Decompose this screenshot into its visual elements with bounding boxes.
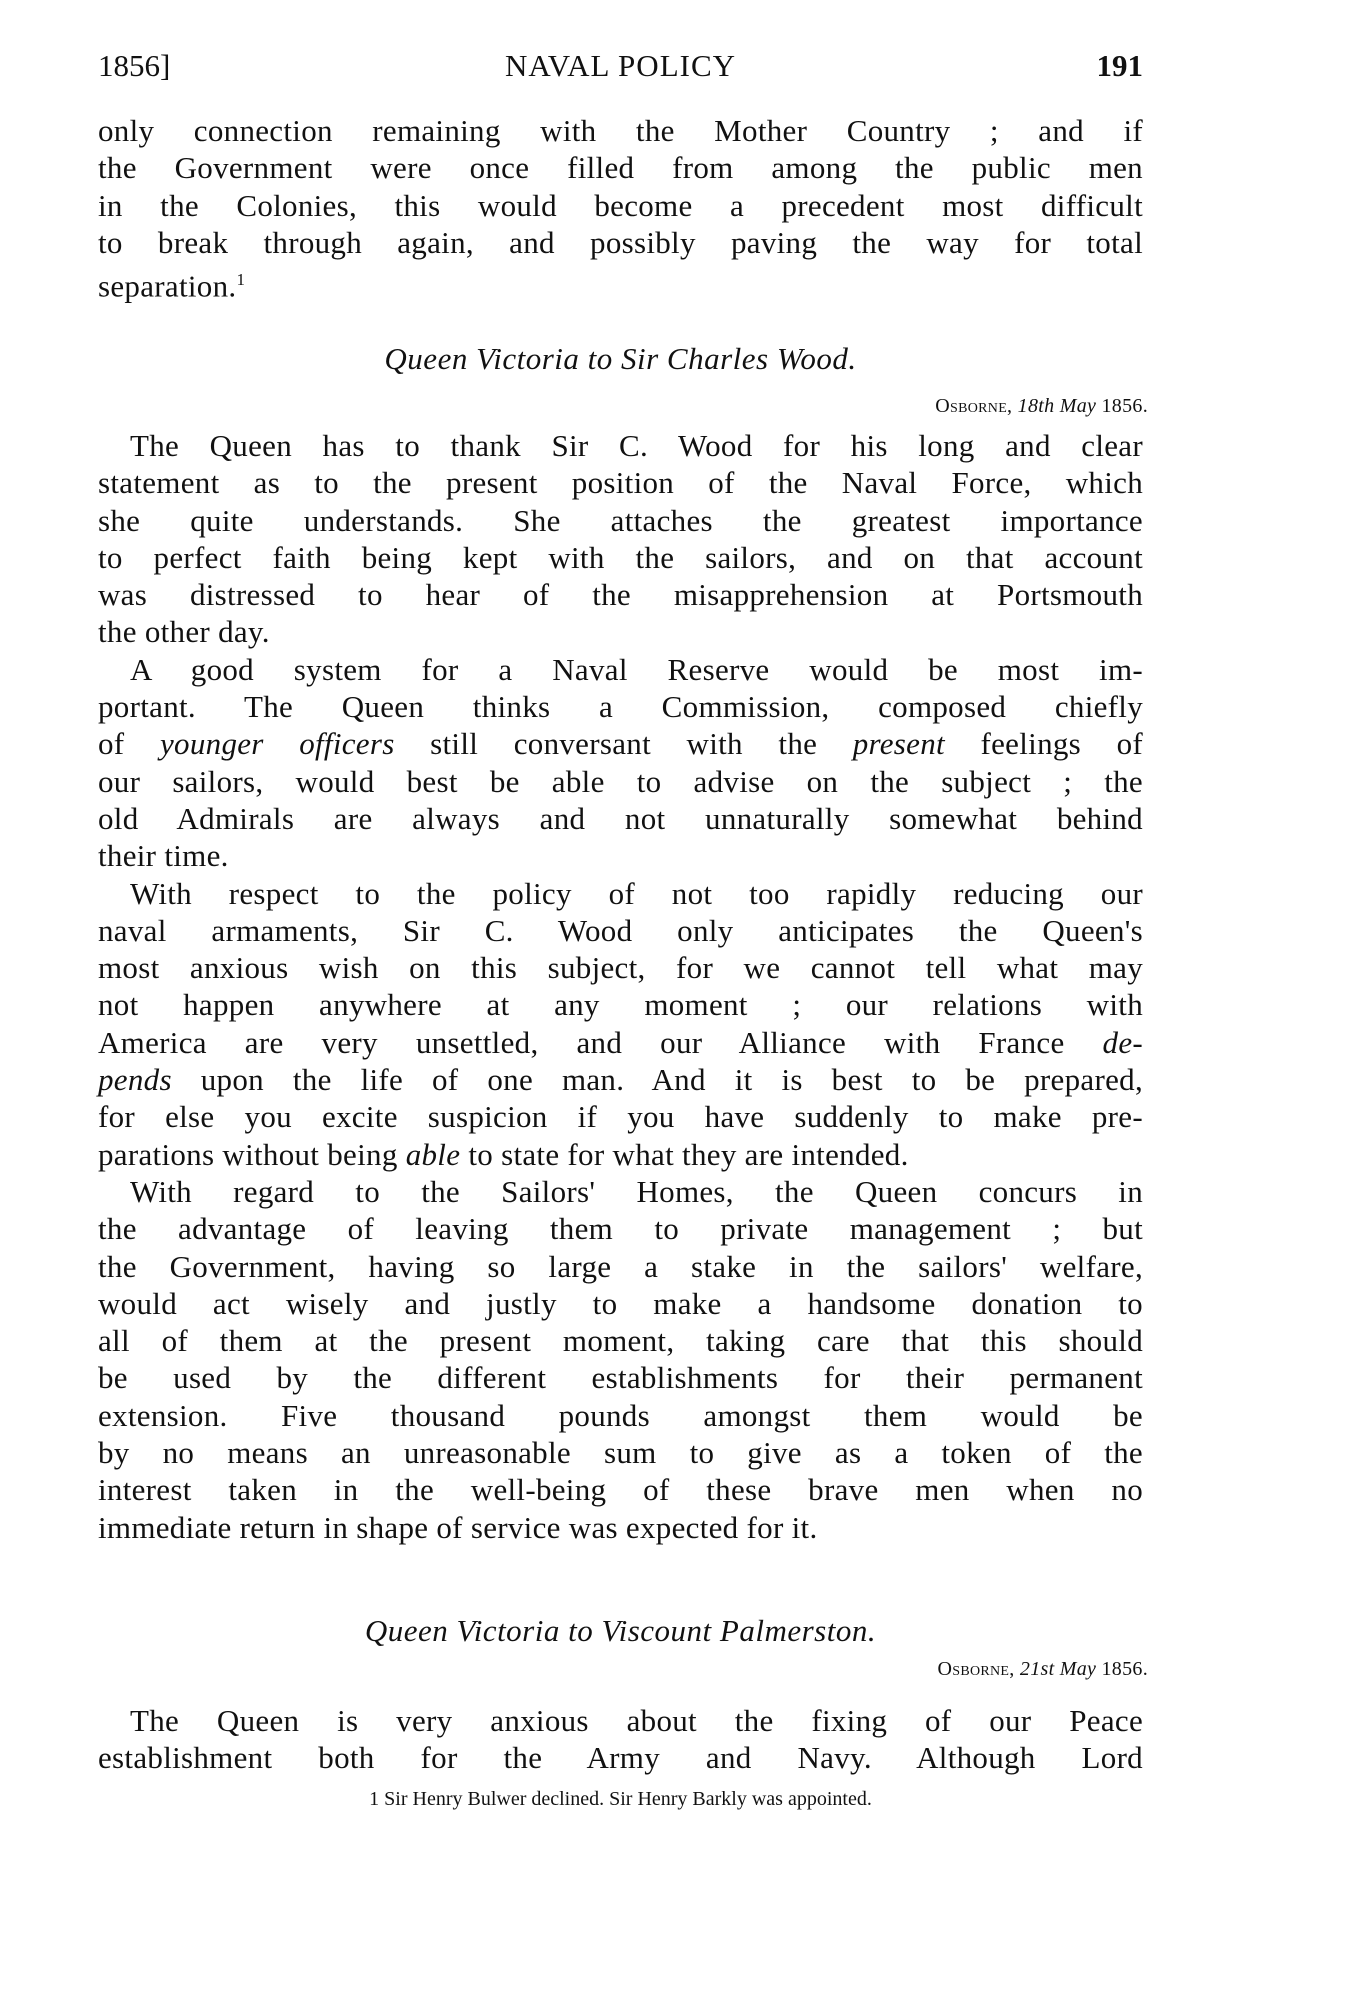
- text-segment: all of them at the present moment, taking care that this should: [98, 1323, 1143, 1359]
- text-line: [98, 651, 1143, 688]
- text-segment: parations without being: [98, 1136, 406, 1172]
- text-segment: would act wisely and justly to make a handsome donation to: [98, 1285, 1143, 1321]
- text-segment: feelings of: [944, 726, 1144, 762]
- text-line: [98, 502, 1143, 539]
- text-line: [98, 1702, 1143, 1739]
- text-line: [98, 261, 1143, 304]
- text-segment: the Government, having so large a stake in the sailors' welfare,: [98, 1248, 1143, 1284]
- text-line: [98, 837, 1143, 874]
- text-segment: was distressed to hear of the misapprehension at Portsmouth: [98, 577, 1143, 613]
- text-segment: our sailors, would best be able to advise on the subject ; the: [98, 763, 1143, 799]
- text-line: [98, 576, 1143, 613]
- text-line: [98, 1471, 1143, 1508]
- paragraph: [98, 427, 1143, 651]
- running-head: [98, 48, 1143, 88]
- footnote: [98, 1788, 1143, 1811]
- text-line: [98, 539, 1143, 576]
- text-segment: their time.: [98, 838, 229, 874]
- text-segment: of: [98, 726, 160, 762]
- dateline-place: Osborne,: [937, 1658, 1015, 1680]
- continued-paragraph: [98, 112, 1143, 304]
- text-segment: to perfect faith being kept with the sailors, and on that account: [98, 539, 1143, 575]
- letter-dateline: [938, 1658, 1149, 1681]
- text-segment: America are very unsettled, and our Alliance with France: [98, 1024, 1103, 1060]
- text-line: [98, 427, 1143, 464]
- text-line: [98, 1285, 1143, 1322]
- text-segment: she quite understands. She attaches the greatest importance: [98, 502, 1143, 538]
- letter-heading: Queen Victoria to Viscount Palmerston.: [364, 1613, 877, 1648]
- text-segment: interest taken in the well-being of these brave men when no: [98, 1472, 1143, 1508]
- text-line: [98, 464, 1143, 501]
- text-segment: The Queen has to thank Sir C. Wood for his long and clear: [130, 428, 1143, 463]
- dateline-month: May: [1059, 1658, 1097, 1680]
- text-segment: establishment both for the Army and Navy. Although Lord: [98, 1740, 1143, 1776]
- emphasis-text: present: [852, 726, 945, 762]
- text-line: [98, 725, 1143, 762]
- text-segment: by no means an unreasonable sum to give as a token of the: [98, 1435, 1143, 1471]
- text-line: [98, 1739, 1143, 1776]
- text-segment: extension. Five thousand pounds amongst them would be: [98, 1397, 1143, 1433]
- text-segment: statement as to the present position of the Naval Force, which: [98, 465, 1143, 501]
- emphasis-text: able: [405, 1136, 461, 1172]
- paragraph: [98, 1173, 1143, 1546]
- text-line: [98, 912, 1143, 949]
- text-segment: portant. The Queen thinks a Commission, composed chiefly: [98, 689, 1143, 725]
- emphasis-text: de-: [1102, 1024, 1143, 1060]
- text-line: [98, 986, 1143, 1023]
- emphasis-text: pends: [98, 1062, 172, 1098]
- text-segment: naval armaments, Sir C. Wood only anticipates the Queen's: [98, 912, 1143, 948]
- text-segment: upon the life of one man. And it is best to be prepared,: [171, 1062, 1143, 1098]
- text-segment: With regard to the Sailors' Homes, the Queen concurs in: [130, 1173, 1143, 1209]
- text-segment: only connection remaining with the Mother Country ; and if: [98, 113, 1143, 148]
- text-line: [98, 949, 1143, 986]
- text-segment: With respect to the policy of not too rapidly reducing our: [130, 875, 1143, 911]
- text-segment: to state for what they are intended.: [460, 1136, 909, 1172]
- text-segment: the other day.: [98, 614, 270, 650]
- text-segment: for else you excite suspicion if you have suddenly to make pre-: [98, 1099, 1143, 1135]
- dateline-year: 1856.: [1101, 395, 1148, 417]
- text-line: [98, 1359, 1143, 1396]
- text-line: [98, 800, 1143, 837]
- dateline-month: May: [1059, 395, 1097, 417]
- text-segment: in the Colonies, this would become a precedent most difficult: [98, 187, 1143, 223]
- text-line: [98, 875, 1143, 912]
- page-number: 191: [1096, 48, 1143, 83]
- text-line: [98, 763, 1143, 800]
- dateline-day: 18th: [1017, 395, 1055, 417]
- text-line: [98, 1397, 1143, 1434]
- text-line: [98, 187, 1143, 224]
- running-head-title: NAVAL POLICY: [504, 48, 737, 83]
- text-segment: most anxious wish on this subject, for we cannot tell what may: [98, 950, 1143, 986]
- emphasis-text: younger officers: [159, 726, 395, 762]
- text-segment: immediate return in shape of service was expected for it.: [98, 1509, 818, 1545]
- text-line: [98, 1248, 1143, 1285]
- text-line: [98, 613, 1143, 650]
- text-segment: old Admirals are always and not unnaturally somewhat behind: [98, 800, 1143, 836]
- running-head-year: 1856]: [98, 48, 171, 83]
- text-segment: the advantage of leaving them to private management ; but: [98, 1211, 1143, 1247]
- letter-body: [98, 1702, 1143, 1777]
- text-segment: separation.: [98, 268, 237, 304]
- footnote-marker: 1: [369, 1788, 380, 1810]
- letter-dateline: [935, 395, 1148, 418]
- dateline-day: 21st: [1019, 1658, 1055, 1680]
- text-line: [98, 1173, 1143, 1210]
- text-line: [98, 1024, 1143, 1061]
- text-segment: the Government were once filled from among the public men: [98, 150, 1143, 186]
- text-line: [98, 1434, 1143, 1471]
- text-line: [98, 1210, 1143, 1247]
- footnote-reference: 1: [236, 270, 246, 290]
- paragraph: [98, 1702, 1143, 1777]
- text-segment: be used by the different establishments for their permanent: [98, 1360, 1143, 1396]
- text-line: [98, 1509, 1143, 1546]
- letter-heading: Queen Victoria to Sir Charles Wood.: [384, 341, 857, 376]
- letter-body: [98, 427, 1143, 1546]
- paragraph: [98, 651, 1143, 875]
- dateline-place: Osborne,: [935, 395, 1013, 417]
- text-line: [98, 112, 1143, 149]
- text-line: [98, 1322, 1143, 1359]
- text-segment: The Queen is very anxious about the fixing of our Peace: [130, 1703, 1143, 1738]
- dateline-year: 1856.: [1101, 1658, 1148, 1680]
- text-segment: A good system for a Naval Reserve would be most im-: [130, 651, 1143, 687]
- text-segment: not happen anywhere at any moment ; our relations with: [98, 987, 1143, 1023]
- text-line: [98, 1136, 1143, 1173]
- text-segment: to break through again, and possibly paving the way for total: [98, 224, 1143, 260]
- footnote-text: Sir Henry Bulwer declined. Sir Henry Barkly was appointed.: [384, 1788, 872, 1810]
- text-line: [98, 688, 1143, 725]
- text-segment: still conversant with the: [394, 726, 853, 762]
- text-line: [98, 1061, 1143, 1098]
- text-line: [98, 149, 1143, 186]
- text-line: [98, 224, 1143, 261]
- paragraph: [98, 875, 1143, 1173]
- text-line: [98, 1098, 1143, 1135]
